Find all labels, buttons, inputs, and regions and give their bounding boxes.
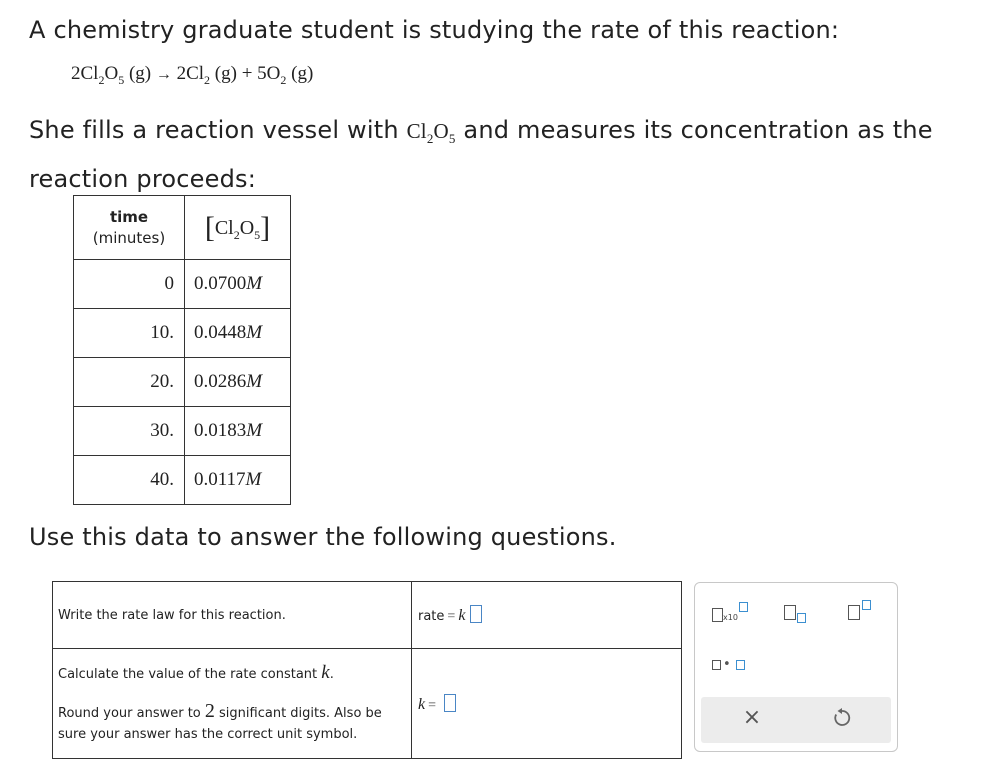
fills-text: She fills a reaction vessel with $Cl_2O_5$ and measures its concentration as the reaction proceeds: xyxy=(29,116,933,194)
scientific-notation-button[interactable] xyxy=(712,602,752,626)
intro-text: A chemistry graduate student is studying the rate of this reaction: xyxy=(29,16,840,44)
table-row: 30. 0.0183M xyxy=(74,407,291,456)
answer-rate-law: rate = k xyxy=(412,582,682,649)
multiply-dot-button[interactable] xyxy=(712,658,752,674)
question-rate-constant: Calculate the value of the rate constant k. Round your answer to 2 significant digits. Also be sure your answer has the correct unit symbol. xyxy=(53,649,412,759)
instruction-text: Use this data to answer the following questions. xyxy=(29,523,617,551)
answer-toolbox xyxy=(694,582,898,752)
reactant-formula: $Cl_2O_5$ xyxy=(406,119,456,147)
time-column-header: time (minutes) xyxy=(74,196,185,260)
questions-table xyxy=(52,581,682,759)
undo-icon[interactable] xyxy=(833,707,851,731)
question-rate-law: Write the rate law for this reaction. xyxy=(53,582,412,649)
clear-button[interactable]: × xyxy=(742,705,762,730)
x10-label: x10 xyxy=(723,613,738,622)
answer-rate-constant: k = xyxy=(412,649,682,759)
table-row: 0 0.0700M xyxy=(74,260,291,309)
concentration-table xyxy=(73,195,291,505)
dot-symbol: • xyxy=(723,657,731,672)
subscript-button[interactable] xyxy=(784,602,814,626)
table-row: 20. 0.0286M xyxy=(74,358,291,407)
superscript-button[interactable] xyxy=(846,600,878,624)
table-row: 10. 0.0448M xyxy=(74,309,291,358)
toolbox-actions xyxy=(701,697,891,743)
table-row: 40. 0.0117M xyxy=(74,456,291,505)
reaction-arrow: → xyxy=(155,66,172,83)
rate-law-input[interactable] xyxy=(470,605,482,623)
concentration-column-header: $[Cl_2O_5]$ xyxy=(185,196,291,260)
reaction-equation: $2Cl_2O_5$ $(g) \to 2Cl_2$ $(g) + 5O_2$ (g) xyxy=(71,63,314,87)
rate-constant-input[interactable] xyxy=(444,694,456,712)
